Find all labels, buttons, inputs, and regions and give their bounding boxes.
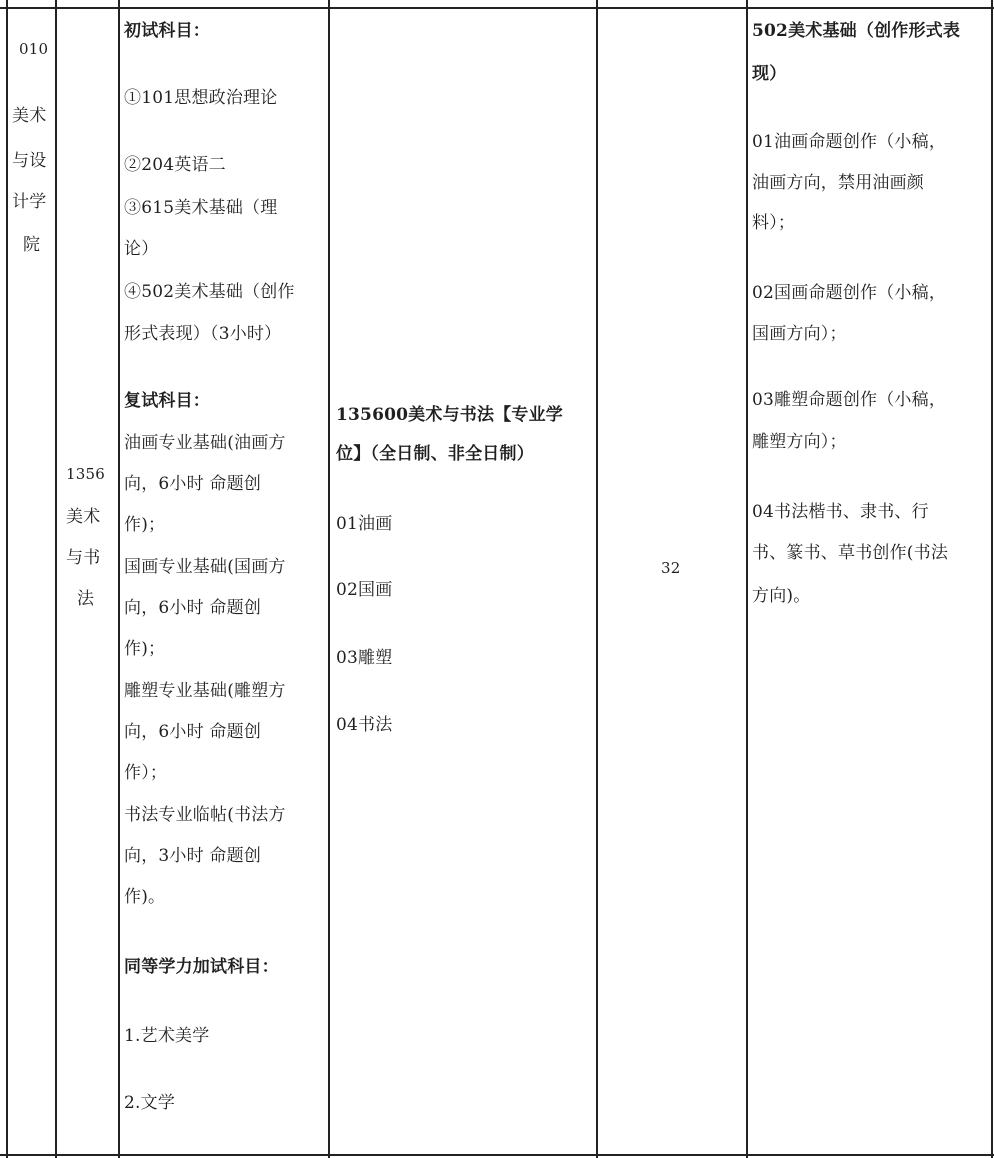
retest-subject-line: 作)。 <box>124 887 166 907</box>
remarks-line: 料）； <box>752 213 796 233</box>
major-name-line: 与书 <box>66 548 101 568</box>
retest-subject-line: 向，6小时 命题创 <box>124 598 262 618</box>
college-name-line: 美术 <box>12 106 47 126</box>
table-border-right <box>991 0 993 1158</box>
retest-subject-line: 作）； <box>124 763 168 783</box>
remarks-line: 雕塑方向）； <box>752 432 847 452</box>
initial-exam-subject: ②204英语二 <box>124 155 226 175</box>
table-border-top <box>0 7 994 9</box>
college-name-line: 计学 <box>12 192 47 212</box>
column-divider-4 <box>596 0 598 1158</box>
equivalent-exam-subject: 1.艺术美学 <box>124 1026 210 1046</box>
remarks-line: 02国画命题创作（小稿， <box>752 283 947 303</box>
column-divider-3 <box>328 0 330 1158</box>
initial-exam-subject: ①101思想政治理论 <box>124 88 278 108</box>
major-name-line: 美术 <box>66 507 101 527</box>
retest-subject-line: 向，6小时 命题创 <box>124 474 262 494</box>
retest-subject-line: 雕塑专业基础(雕塑方 <box>124 681 286 701</box>
table-border-left <box>6 0 8 1158</box>
program-direction: 02国画 <box>336 580 393 600</box>
retest-subject-line: 作)； <box>124 515 166 535</box>
column-divider-5 <box>746 0 748 1158</box>
retest-subject-line: 书法专业临帖(书法方 <box>124 805 286 825</box>
retest-subject-line: 向，6小时 命题创 <box>124 722 262 742</box>
program-title-line: 135600美术与书法【专业学 <box>336 405 563 425</box>
remarks-line: 04书法楷书、隶书、行 <box>752 502 929 522</box>
program-direction: 01油画 <box>336 514 393 534</box>
major-code: 1356 <box>66 465 105 483</box>
equivalent-exam-subject: 2.文学 <box>124 1093 176 1113</box>
remarks-line: 01油画命题创作（小稿， <box>752 132 947 152</box>
column-divider-1 <box>55 0 57 1158</box>
college-code: 010 <box>19 40 49 58</box>
college-name-line: 与设 <box>12 151 47 171</box>
college-name-line: 院 <box>23 235 41 255</box>
remarks-line: 油画方向，禁用油画颜 <box>752 173 924 193</box>
retest-subject-line: 向，3小时 命题创 <box>124 846 262 866</box>
program-direction: 03雕塑 <box>336 648 393 668</box>
retest-subject-line: 国画专业基础(国画方 <box>124 557 286 577</box>
major-name-line: 法 <box>77 589 95 609</box>
retest-subject-line: 油画专业基础(油画方 <box>124 433 286 453</box>
retest-subject-line: 作)； <box>124 639 166 659</box>
remarks-line: 国画方向）； <box>752 324 847 344</box>
table-border-bottom <box>0 1154 994 1156</box>
retest-heading: 复试科目： <box>124 391 210 411</box>
remarks-title-line: 502美术基础（创作形式表 <box>752 21 961 41</box>
initial-exam-subject: ③615美术基础（理 <box>124 198 278 218</box>
initial-exam-subject: ④502美术基础（创作 <box>124 282 295 302</box>
remarks-line: 方向)。 <box>752 586 811 606</box>
column-divider-2 <box>118 0 120 1158</box>
remarks-line: 书、篆书、草书创作(书法 <box>752 543 949 563</box>
initial-exam-subject: 论） <box>124 239 159 259</box>
initial-exam-subject: 形式表现）（3小时） <box>124 324 282 344</box>
remarks-line: 03雕塑命题创作（小稿， <box>752 390 947 410</box>
program-title-line: 位】（全日制、非全日制） <box>336 444 534 464</box>
program-direction: 04书法 <box>336 715 393 735</box>
equivalent-exam-heading: 同等学力加试科目： <box>124 957 279 977</box>
initial-exam-heading: 初试科目： <box>124 21 210 41</box>
remarks-title-line: 现） <box>752 64 787 84</box>
enrollment-count: 32 <box>661 559 681 577</box>
